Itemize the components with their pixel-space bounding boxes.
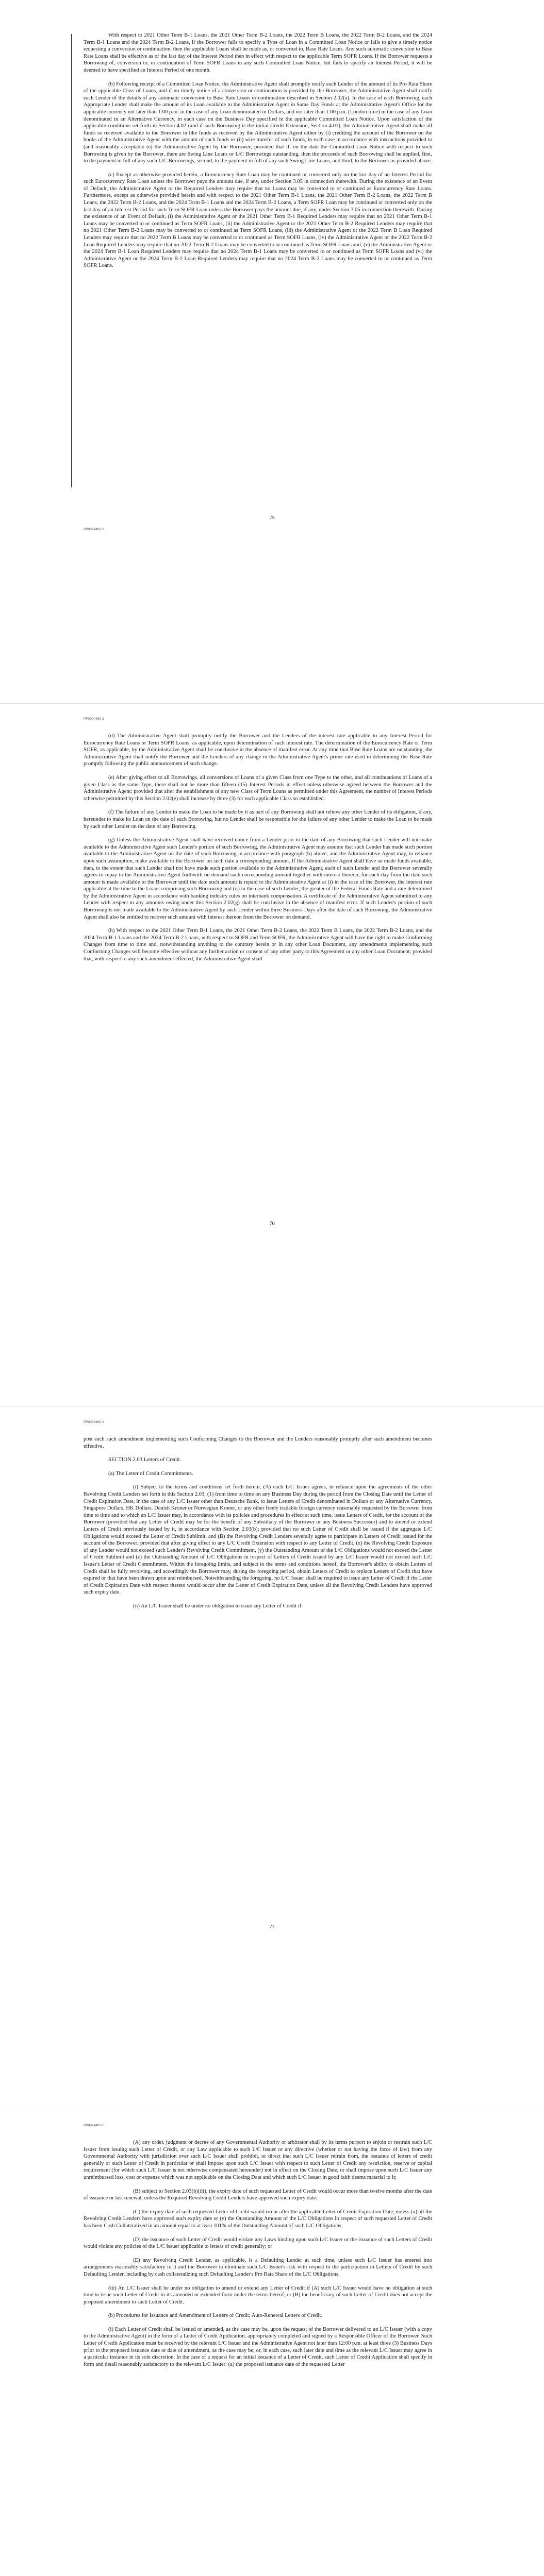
doc-id: PP0024460-2 bbox=[84, 717, 104, 721]
paragraph: (b) Following receipt of a Committed Loan Notice, the Administrative Agent shall promptly notify each Lender of the amount of its Pro Rata Share of the applicable Class of Loans, and if no timely notice of a conversion or continuation is provided by the Borrower, the Administrative Agent shall notify each Lender of the details of any automatic conversion to Base Rate Loans or continuation described in Section 2.02(a). In the case of each Borrowing, each Appropriate Lender shall make the amount of its Loan available to the Administrative Agent in Same Day Funds at the Administrative Agent's Office for the applicable currency not later than 1:00 p.m. in the case of any Loan denominated in Dollars, and not later than 1:00 p.m. (London time) in the case of any Loan denominated in an Alternative Currency, in each case on the Business Day specified in the applicable Committed Loan Notice. Upon satisfaction of the applicable conditions set forth in Section 4.02 (and if such Borrowing is the initial Credit Extension, Section 4.01), the Administrative Agent shall make all funds so received available to the Borrower in like funds as received by the Administrative Agent either by (i) crediting the account of the Borrower on the books of the Administrative Agent with the amount of such funds or (ii) wire transfer of such funds, in each case in accordance with instructions provided to (and reasonably acceptable to) the Administrative Agent by the Borrower; provided that if, on the date the Committed Loan Notice with respect to such Borrowing is given by the Borrower, there are Swing Line Loans or L/C Borrowings outstanding, then the proceeds of such Borrowing shall be applied, first, to the payment in full of any such L/C Borrowings, second, to the payment in full of any such Swing Line Loans, and third, to the Borrower as provided above. bbox=[84, 81, 432, 164]
paragraph: (c) Except as otherwise provided herein, a Eurocurrency Rate Loan may be continued or converted only on the last day of an Interest Period for such Eurocurrency Rate Loan unless the Borrower pays the amount due, if any, under Section 3.05 in connection therewith. During the existence of an Event of Default, the Administrative Agent or the Required Lenders may require that no Loans may be converted to or continued as Eurocurrency Rate Loans. Furthermore, except as otherwise provided herein and with respect to the 2021 Other Term B-1 Loans, the 2021 Other Term B-2 Loans, the 2022 Term B Loans, the 2022 Term B-2 Loans, and the 2024 Term B-1 Loans and the 2024 Term B-2 Loans, a Term SOFR Loan may be continued or converted only on the last day of an Interest Period for such Term SOFR Loan unless the Borrower pays the amount due, if any, under Section 3.05 in connection therewith. During the existence of an Event of Default, (i) the Administrative Agent or the 2021 Other Term B-1 Required Lenders may require that no 2021 Other Term B-1 Loans may be converted to or continued as Term SOFR Loans, (ii) the Administrative Agent or the 2021 Other Term B-2 Required Lenders may require that no 2021 Other Term B-2 Loans may be converted to or continued as Term SOFR Loans, (iii) the Administrative Agent or the 2022 Term B Loan Required Lenders may require that no 2022 Term B Loans may be converted to or continued as Term SOFR Loans, (iv) the Administrative Agent or the 2022 Term B-2 Loan Required Lenders may require that no 2022 Term B-2 Loans may be converted to or continued as Term SOFR Loans and, (v) the Administrative Agent or the 2024 Term B-1 Loan Required Lenders may require that no 2024 Term B-1 Loans may be converted to or continued as Term SOFR Loans and (vi) the Administrative Agent or the 2024 Term B-2 Loan Required Lenders may require that no 2024 Term B-2 Loans may be converted to or continued as Term SOFR Loans. bbox=[84, 172, 432, 269]
paragraph: (A) any order, judgment or decree of any Governmental Authority or arbitrator shall by its terms purport to enjoin or restrain such L/C Issuer from issuing such Letter of Credit, or any Law applicable to such L/C Issuer or any directive (whether or not having the force of law) from any Governmental Authority with jurisdiction over such L/C Issuer shall prohibit, or direct that such L/C Issuer refrain from, the issuance of letters of credit generally or such Letter of Credit in particular or shall impose upon such L/C Issuer with respect to such Letter of Credit any restriction, reserve or capital requirement (for which such L/C Issuer is not otherwise compensated hereunder) not in effect on the Closing Date, or shall impose upon such L/C Issuer any unreimbursed loss, cost or expense which was not applicable on the Closing Date and which such L/C Issuer in good faith deems material to it; bbox=[84, 2140, 432, 2180]
page-body bbox=[84, 2139, 432, 2375]
paragraph: With respect to 2021 Other Term B-1 Loans, the 2021 Other Term B-2 Loans, the 2022 Term B Loans, the 2022 Term B-2 Loans, and the 2024 Term B-1 Loans and the 2024 Term B-2 Loans, if the Borrower fails to specify a Type of Loan in a Committed Loan Notice or fails to give a timely notice requesting a conversion or continuation, then the applicable Loans shall be made as, or converted to, Base Rate Loans. Any such automatic conversion to Base Rate Loans shall be effective as of the last day of the Interest Period then in effect with respect to the applicable Term SOFR Loans. If the Borrower requests a Borrowing of, conversion to, or continuation of Term SOFR Loans in any such Committed Loan Notice, but fails to specify an Interest Period, it will be deemed to have specified an Interest Period of one month. bbox=[84, 32, 432, 73]
subsection-heading: (a) The Letter of Credit Commitments. bbox=[108, 1470, 193, 1477]
change-bar bbox=[71, 34, 72, 487]
paragraph: post each such amendment implementing such Conforming Changes to the Borrower and the Lenders reasonably promptly after such amendment becomes effective. bbox=[84, 1436, 432, 1449]
paragraph: (f) The failure of any Lender to make the Loan to be made by it as part of any Borrowing shall not relieve any other Lender of its obligation, if any, hereunder to make its Loan on the date of such Borrowing, but no Lender shall be responsible for the failure of any other Lender to make the Loan to be made by such other Lender on the date of any Borrowing. bbox=[84, 809, 432, 829]
page-76 bbox=[0, 706, 544, 1409]
paragraph: (h) With respect to the 2021 Other Term B-1 Loans, the 2021 Other Term B-2 Loans, the 2022 Term B Loans, the 2022 Term B-2 Loans, and the 2024 Term B-1 Loans and the 2024 Term B-2 Loans, with respect to SOFR and Term SOFR, the Administrative Agent will have the right to make Conforming Changes from time to time and, notwithstanding anything to the contrary herein or in any other Loan Document, any amendments implementing such Conforming Changes will become effective without any further action or consent of any other party to this Agreement or any other Loan Document; provided that, with respect to any such amendment effected, the Administrative Agent shall bbox=[84, 928, 432, 962]
paragraph: (iii) An L/C Issuer shall be under no obligation to amend or extend any Letter of Credit if (A) such L/C Issuer would have no obligation at such time to issue such Letter of Credit in its amended or extended form under the terms hereof, or (B) the beneficiary of such Letter of Credit does not accept the proposed amendment to such Letter of Credit. bbox=[84, 2285, 432, 2305]
page-75 bbox=[0, 0, 544, 706]
paragraph: (e) After giving effect to all Borrowings, all conversions of Loans of a given Class from one Type to the other, and all continuations of Loans of a given Class as the same Type, there shall not be more than fifteen (15) Interest Periods in effect unless otherwise agreed between the Borrower and the Administrative Agent; provided that after the establishment of any new Class of Term Loans as permitted under this Agreement, the number of Interest Periods otherwise permitted by this Section 2.02(e) shall increase by three (3) for each applicable Class so established. bbox=[84, 774, 432, 802]
doc-id: PP0024460-2 bbox=[84, 1420, 104, 1424]
doc-id: PP0024460-2 bbox=[84, 528, 104, 531]
paragraph: (i) Each Letter of Credit shall be issued or amended, as the case may be, upon the request of the Borrower delivered to an L/C Issuer (with a copy to the Administrative Agent) in the form of a Letter of Credit Application, appropriately completed and signed by a Responsible Officer of the Borrower. Such Letter of Credit Application must be received by the relevant L/C Issuer and the Administrative Agent not later than 12:00 p.m. at least three (3) Business Days prior to the proposed issuance date or date of amendment, as the case may be; or, in each case, such later date and time as the relevant L/C Issuer may agree in a particular instance in its sole discretion. In the case of a request for an initial issuance of a Letter of Credit, such Letter of Credit Application shall specify in form and detail reasonably satisfactory to the relevant L/C Issuer: (a) the proposed issuance date of the requested Letter bbox=[84, 2326, 432, 2367]
paragraph: (B) subject to Section 2.03(b)(iii), the expiry date of such requested Letter of Credit would occur more than twelve months after the date of issuance or last renewal, unless the Required Revolving Credit Lenders have approved such expiry date; bbox=[84, 2188, 432, 2201]
page-number: 77 bbox=[269, 1924, 275, 1930]
page-number: 76 bbox=[269, 1221, 275, 1227]
paragraph: (ii) An L/C Issuer shall be under no obligation to issue any Letter of Credit if: bbox=[133, 1603, 303, 1609]
page-78 bbox=[0, 2112, 544, 2576]
page-number: 75 bbox=[269, 515, 275, 521]
paragraph: (E) any Revolving Credit Lender, as applicable, is a Defaulting Lender at such time, unless such L/C Issuer has entered into arrangements reasonably satisfactory to it and the Borrower to eliminate such L/C Issuer's risk with respect to the participation in Letters of Credit by such Defaulting Lender, including by cash collateralizing such Defaulting Lender's Pro Rata Share of the L/C Obligations. bbox=[84, 2257, 432, 2277]
page-body bbox=[84, 32, 432, 276]
section-heading: SECTION 2.03 Letters of Credit. bbox=[108, 1457, 182, 1463]
paragraph: (C) the expiry date of such requested Letter of Credit would occur after the applicable Letter of Credit Expiration Date, unless (x) all the Revolving Credit Lenders have approved such expiry date or (y) the Outstanding Amount of the L/C Obligations in respect of such requested Letter of Credit has been Cash Collateralized in an amount equal to at least 101% of the Outstanding Amount of such L/C Obligations; bbox=[84, 2209, 432, 2229]
paragraph: (d) The Administrative Agent shall promptly notify the Borrower and the Lenders of the interest rate applicable to any Interest Period for Eurocurrency Rate Loans or Term SOFR Loans, as applicable, upon determination of such interest rate. The determination of the Eurocurrency Rate or Term SOFR, as applicable, by the Administrative Agent shall be conclusive in the absence of manifest error. At any time that Base Rate Loans are outstanding, the Administrative Agent shall notify the Borrower and the Lenders of any change in the Administrative Agent's prime rate used in determining the Base Rate promptly following the public announcement of such change. bbox=[84, 733, 432, 767]
paragraph: (D) the issuance of such Letter of Credit would violate any Laws binding upon such L/C Issuer or the issuance of such Letters of Credit would violate any policies of the L/C Issuer applicable to letters of credit generally; or bbox=[84, 2236, 432, 2250]
page-body bbox=[84, 733, 432, 969]
page-separator bbox=[0, 1406, 544, 1407]
paragraph: (i) Subject to the terms and conditions set forth herein, (A) each L/C Issuer agrees, in reliance upon the agreements of the other Revolving Credit Lenders set forth in this Section 2.03, (1) from time to time on any Business Day during the period from the Closing Date until the Letter of Credit Expiration Date, in the case of any L/C Issuer other than Deutsche Bank, to issue Letters of Credit denominated in Dollars or any Alternative Currency, Singapore Dollars, HK Dollars, Danish Kroner or Norwegian Kroner, or any other freely tradable foreign currency reasonably requested by the Borrower from time to time and to which an L/C Issuer may, in accordance with its policies and procedures in effect at such time, issue Letters of Credit, for the account of the Borrower (provided that any Letter of Credit may be for the benefit of any Subsidiary of the Borrower or any Business Successor) and to amend or extend Letters of Credit previously issued by it, in accordance with Section 2.03(b); provided that no such Letter of Credit shall be issued if the aggregate L/C Obligations would exceed the Letter of Credit Sublimit, and (B) the Revolving Credit Lenders severally agree to participate in Letters of Credit issued for the account of the Borrower; provided that after giving effect to any L/C Credit Extension with respect to any Letter of Credit, (x) the Revolving Credit Exposure of any Lender would not exceed such Lender's Revolving Credit Commitment, (y) the Outstanding Amount of the L/C Obligations would not exceed the Letter of Credit Sublimit and (z) the Outstanding Amount of L/C Obligations in respect of Letters of Credit issued by any L/C Issuer would not exceed such L/C Issuer's Letter of Credit Commitment. Within the foregoing limits, and subject to the terms and conditions hereof, the Borrower's ability to obtain Letters of Credit shall be fully revolving, and accordingly the Borrower may, during the foregoing period, obtain Letters of Credit to replace Letters of Credit that have expired or that have been drawn upon and reimbursed. Notwithstanding the foregoing, no L/C Issuer shall be required to issue any Letter of Credit if the Letter of Credit Expiration Date with respect thereto would occur after the Letter of Credit Expiration Date, unless all the Revolving Credit Lenders have approved such expiry date. bbox=[84, 1484, 432, 1596]
paragraph: (b) Procedures for Issuance and Amendment of Letters of Credit; Auto-Renewal Letters of Credit. bbox=[108, 2313, 322, 2319]
page-body bbox=[84, 1436, 432, 1616]
doc-id: PP0024460-2 bbox=[84, 2124, 104, 2127]
page-77 bbox=[0, 1409, 544, 2112]
page-separator bbox=[0, 703, 544, 704]
paragraph: (g) Unless the Administrative Agent shall have received notice from a Lender prior to the date of any Borrowing that such Lender will not make available to the Administrative Agent such Lender's portion of such Borrowing, the Administrative Agent may assume that such Lender has made such portion available to the Administrative Agent on the date of such Borrowing in accordance with paragraph (b) above, and the Administrative Agent may, in reliance upon such assumption, make available to the Borrower on such date a corresponding amount. If the Administrative Agent shall have so made funds available, then, to the extent that such Lender shall not have made such portion available to the Administrative Agent, each of such Lender and the Borrower severally agrees to repay to the Administrative Agent forthwith on demand such corresponding amount together with interest thereon, for each day from the date such amount is made available to the Borrower until the date such amount is repaid to the Administrative Agent at (i) in the case of the Borrower, the interest rate applicable at the time to the Loans comprising such Borrowing and (ii) in the case of such Lender, the greater of the Federal Funds Rate and a rate determined by the Administrative Agent in accordance with banking industry rules on interbank compensation. A certificate of the Administrative Agent submitted to any Lender with respect to any amounts owing under this Section 2.02(g) shall be conclusive in the absence of manifest error. If such Lender's portion of such Borrowing is not made available to the Administrative Agent by such Lender within three Business Days after the date of such Borrowing, the Administrative Agent shall also be entitled to recover such amount with interest thereon from the Borrower on demand. bbox=[84, 837, 432, 920]
